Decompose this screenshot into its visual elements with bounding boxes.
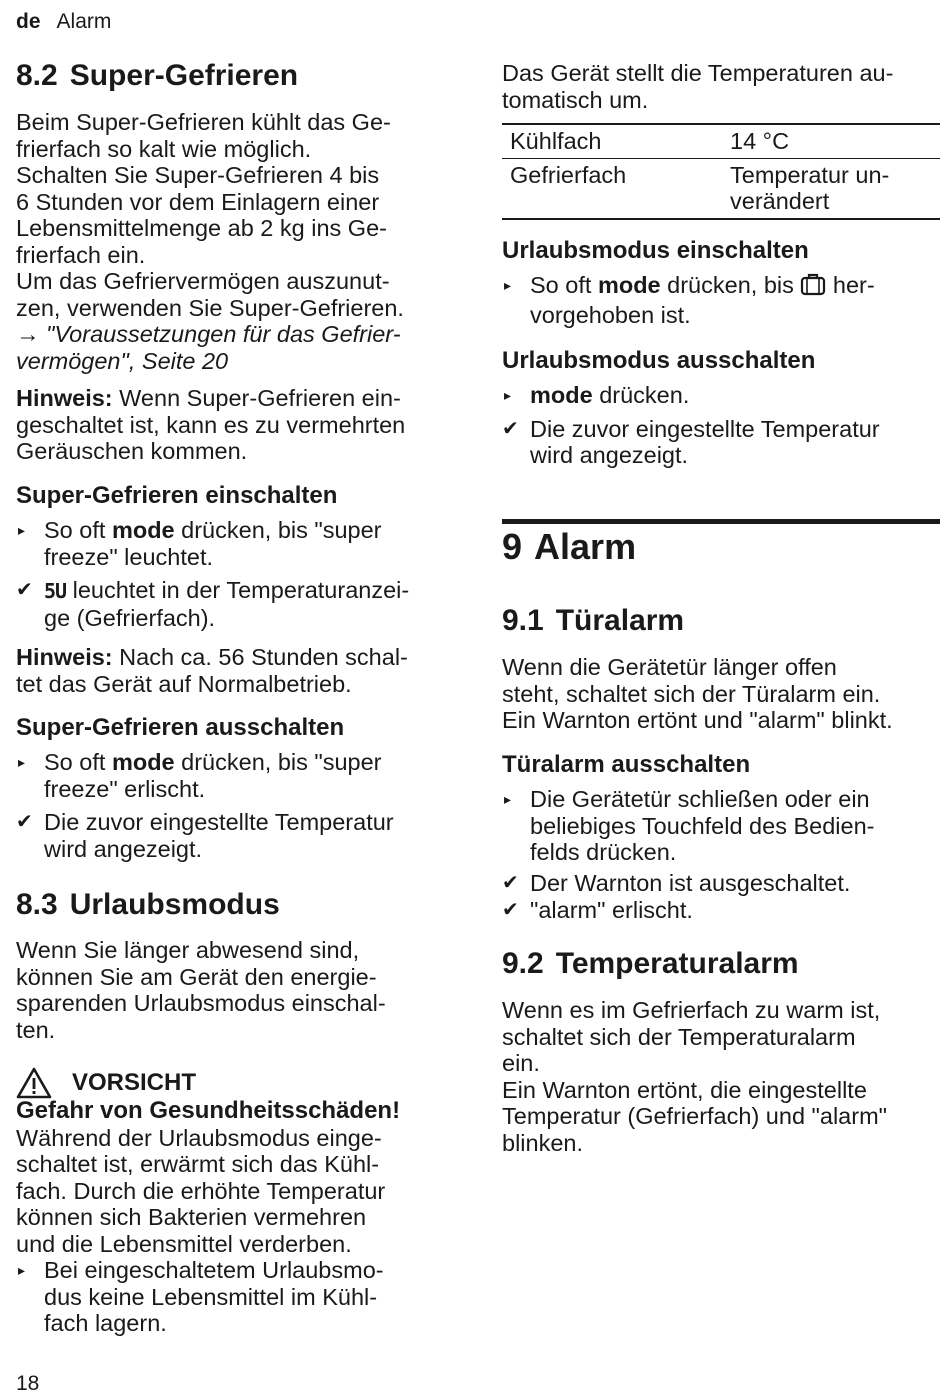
caution-box (16, 1067, 456, 1337)
header-section: Alarm (56, 10, 112, 33)
super-freeze-intro: Beim Super-Gefrieren kühlt das Ge- frierfach so kalt wie möglich. Schalten Sie Super-Gefrieren 4 bis 6 Stunden vor dem Einlagern einer Lebensmittelmenge ab 2 kg ins Ge- frierfach ein. Um das Gefriervermögen auszunut- zen, verwenden Sie Super-Gefrieren. → "Voraussetzungen für das Gefrier- vermögen", Seite 20 (16, 109, 456, 374)
door-alarm-steps (502, 786, 940, 924)
list-item: ▸ Die Gerätetür schließen oder ein beliebiges Touchfeld des Bedien- felds drücken. (504, 786, 875, 865)
mode-key: mode (111, 517, 175, 543)
list-item: ✔ "alarm" erlischt. (502, 897, 693, 923)
check-icon: ✔ (502, 417, 519, 440)
mode-key: mode (111, 749, 175, 775)
note-2: Hinweis: Nach ca. 56 Stunden schal- tet das Gerät auf Normalbetrieb. (16, 644, 408, 697)
heading-super-freeze-on: Super-Gefrieren einschalten (16, 482, 338, 509)
cross-reference-link[interactable]: → "Voraussetzungen für das Gefrier- (16, 321, 401, 347)
heading-super-freeze-off: Super-Gefrieren ausschalten (16, 714, 345, 741)
heading-vacation-on: Urlaubsmodus einschalten (502, 237, 809, 264)
list-item: ✔ Der Warnton ist ausgeschaltet. (502, 869, 851, 896)
list-item: ✔ Die zuvor eingestellte Temperatur wird angezeigt. (16, 809, 394, 862)
triangle-bullet-icon: ▸ (18, 522, 26, 538)
list-item: ▸ So oft mode drücken, bis "super freeze" erlischt. (18, 749, 382, 802)
heading-door-alarm-off: Türalarm ausschalten (502, 751, 751, 778)
list-item: ▸ So oft mode drücken, bis her- vorgehoben ist. (504, 272, 875, 328)
door-alarm-intro: Wenn die Gerätetür länger offen steht, schaltet sich der Türalarm ein. Ein Warnton ertönt und "alarm" blinkt. (502, 654, 893, 733)
super-freeze-off-steps (16, 749, 456, 862)
list-item: ✔ 5U leuchtet in der Temperaturanzei- ge (Gefrierfach). (16, 577, 410, 631)
page-header (16, 9, 111, 35)
triangle-bullet-icon: ▸ (18, 754, 26, 770)
super-freeze-symbol: 5U (44, 579, 67, 603)
mode-key: mode (530, 382, 593, 408)
chapter-divider (502, 519, 940, 524)
caution-text: Während der Urlaubsmodus einge- schaltet ist, erwärmt sich das Kühl- fach. Durch die erhöhte Temperatur können sich Bakterien vermehren und die Lebensmittel verderben. (16, 1124, 386, 1257)
check-icon: ✔ (502, 871, 519, 894)
mode-key: mode (597, 272, 661, 298)
list-item: ✔ Die zuvor eingestellte Temperatur wird angezeigt. (502, 415, 880, 468)
heading-8-3: 8.3 Urlaubsmodus (16, 888, 280, 921)
triangle-bullet-icon: ▸ (504, 387, 512, 403)
check-icon: ✔ (16, 579, 33, 601)
caution-title: Gefahr von Gesundheitsschäden! (16, 1097, 401, 1124)
table-row: Gefrierfach Temperatur un- verändert (502, 158, 940, 219)
super-freeze-on-steps (16, 517, 456, 631)
cross-reference-link-cont[interactable]: vermögen", Seite 20 (16, 347, 229, 374)
check-icon: ✔ (502, 899, 519, 921)
table-row: Kühlfach 14 °C (502, 124, 940, 158)
triangle-bullet-icon: ▸ (504, 277, 512, 293)
temperature-alarm-text: Wenn es im Gefrierfach zu warm ist, schaltet sich der Temperaturalarm ein. Ein Warnton ertönt, die eingestellte Temperatur (Gefrierfach) und "alarm" blinken. (502, 997, 887, 1156)
page-number: 18 (16, 1372, 40, 1395)
suitcase-icon (800, 272, 826, 302)
caution-label: VORSICHT (72, 1069, 197, 1096)
vacation-intro-cont: Das Gerät stellt die Temperaturen au- tomatisch um. (502, 60, 894, 113)
temperature-table (502, 123, 940, 220)
vacation-on-steps (502, 272, 940, 328)
warning-triangle-icon (16, 1067, 52, 1099)
heading-chapter-9: 9 Alarm (502, 526, 637, 567)
language-code: de (16, 10, 41, 33)
vacation-intro: Wenn Sie länger abwesend sind, können Sie am Gerät den energie- sparenden Urlaubsmodus einschal- ten. (16, 937, 386, 1043)
heading-vacation-off: Urlaubsmodus ausschalten (502, 347, 816, 374)
list-item: ▸ Bei eingeschaltetem Urlaubsmo- dus keine Lebensmittel im Kühl- fach lagern. (18, 1257, 384, 1336)
vacation-off-steps (502, 382, 940, 469)
triangle-bullet-icon: ▸ (18, 1262, 26, 1278)
arrow-right-icon: → (16, 321, 40, 347)
list-item: ▸ So oft mode drücken, bis "super freeze" leuchtet. (18, 517, 382, 570)
list-item: ▸ mode drücken. (504, 382, 690, 408)
heading-8-2: 8.2 Super-Gefrieren (16, 59, 299, 92)
check-icon: ✔ (16, 811, 33, 833)
note-1: Hinweis: Wenn Super-Gefrieren ein- geschaltet ist, kann es zu vermehrten Geräuschen kommen. (16, 385, 406, 464)
heading-9-2: 9.2 Temperaturalarm (502, 947, 799, 980)
heading-9-1: 9.1 Türalarm (502, 604, 685, 637)
triangle-bullet-icon: ▸ (504, 791, 512, 807)
